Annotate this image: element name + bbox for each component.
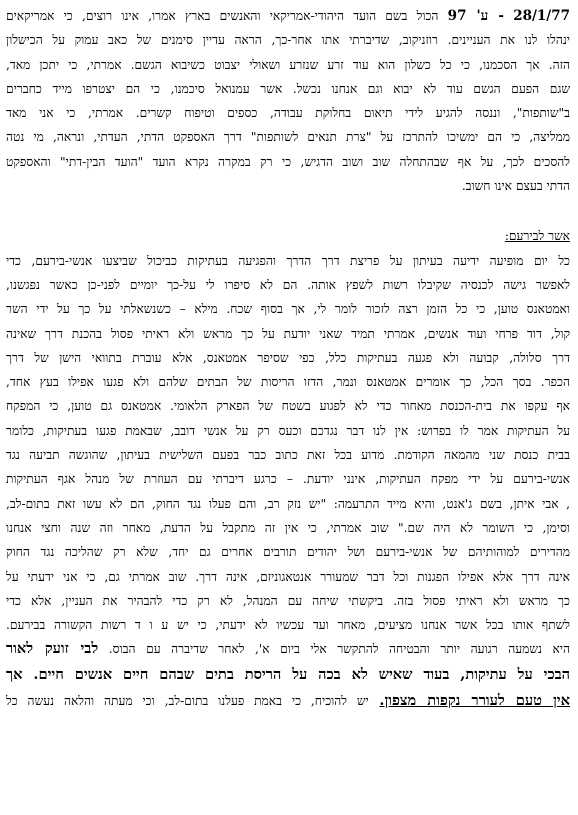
text-line: אנשי-בירעם על ידי מפקח העתיקות, אינני יודעת. – כרגע דיברתי עם העוזרת של מנהל אגף העתיקות	[6, 472, 570, 487]
page-label: - ע' 97	[447, 8, 504, 24]
document-date: 28/1/77	[513, 8, 570, 24]
text-line-with-bold-tail	[6, 637, 570, 661]
text-line: ממליצה, כי הם ימשיכו להתרכז על "צרת תנאים לשותפות" דרך האספקט הדתי, העדתי, ונראה, מי נטה	[6, 130, 570, 145]
text-line: כך מראש ולא ראיתי פסול בזה. ביקשתי שיחה עם המנהל, לא רק כדי להבהיר את העניין, אלא כדי	[6, 593, 570, 608]
text-line: בבית כנסת שני מהמאה הקודמת. מדוע בכל זאת כתוב כבר בפעם השלישית בעיתון, שהוגשה תביעה נגד	[6, 448, 570, 463]
document-page	[6, 4, 570, 815]
section-heading: אשר לבירעם:	[504, 229, 570, 244]
mixed-text-line	[6, 688, 570, 714]
bold-underlined-emphasis: אין טעם לעורר נקפות מצפון.	[379, 691, 570, 709]
section-heading-line	[6, 224, 570, 248]
paragraph-gap	[6, 198, 570, 224]
text-line: להסכים לכך, על אף שבהתחלה שוב ושוב הדגיש, כי רק במקרה נקרא הועד "הועד הבין-דתי" והאספקט	[6, 154, 570, 169]
text-line: הזה. אך הסכמנו, כי כל כשלון הוא עוד זרע שנזרע ושאולי יצבוט כשיבוא הגשם. אמרתי, כי יתכן מאד,	[6, 57, 570, 72]
text-line: קול, דוד פרחי ועוד אנשים, אמרתי תמיד שאני יודעת על כך מראש ולא ראיתי פסול בהכנת דרך שאינה	[6, 326, 570, 341]
text-line: לשתף אותו בכל אשר אנחנו מציעים, מאחר ועד עכשיו לא ידעתי, כי יש ע ו ד רשות הקשורה בבירעם.	[6, 618, 570, 633]
paragraph-2	[6, 249, 570, 714]
bold-text-line: הבכי על עתיקות, בעוד שאיש לא בכה על הריסת בתים שבהם חיים אנשים חיים. אך	[6, 665, 570, 683]
text-line: אף עקפו את בית-הכנסת מאחור כדי לא לפגוע בשטח של הפארק הלאומי. אמטאנס גם טוען, כי המפקח	[6, 399, 570, 414]
text-run: היא נשמעה רגועה יותר והבטיחה להתקשר אלי ביום א', לאחר שדיברה עם הבוס.	[108, 642, 570, 657]
header-text: הכול בשם הועד היהודי-אמריקאי והאנשים בארץ אמרו, אינו רוצים, כי אמריקאים	[6, 9, 439, 23]
text-line: , אבי איתן, בשם ג'אנט, והיא מייד התרעמה: "יש נזק רב, והם פעלו נגד החוק, הם לא עשו זאת בתום-לב,	[6, 496, 570, 511]
text-line: כל יום מופיעה ידיעה בעיתון על פריצת דרך הדרך והפגיעה בעתיקות כביכול שביצעו אנשי-בירעם, כדי	[6, 253, 570, 268]
text-line: ואמטאנס טוען, כי כל הזמן רצה לזכור לומר לי, אך בסוף שכח. מילא – כשנשאלתי על כך על ידי השר	[6, 302, 570, 317]
header-line	[6, 4, 570, 28]
text-line: הכפר. בסך הכל, כך אומרים אמטאנס ונמר, הדזו הריסות של הבתים שלהם ולא פגעו אפילו בעץ אחד,	[6, 375, 570, 390]
text-line: הדתי בעצם אינו חשוב.	[461, 179, 570, 194]
text-run: יש להוכיח, כי באמת פעלנו בתום-לב, וכי מעתה והלאה נעשה כל	[6, 693, 369, 708]
text-line: ב"שותפות", וננסה להגיע לידי תיאום בחלוקת עבודה, כספים וטיפוח קשרים. אמרתי, כי אני מאד	[6, 106, 570, 121]
text-line: אינה דרך אלא אפילו הפגנות וכל דבר שמעורר אנטאגוניזם, אינה דרך. שוב אמרתי גם, כי אני ידעתי על	[6, 569, 570, 584]
text-line: על העתיקות אמר לו בפרוש: אין לנו דבר נגדכם וכעס רק על אנשי דובב, שבאמת פגעו בעתיקות, כלומר	[6, 423, 570, 438]
paragraph-1	[6, 28, 570, 198]
text-line: שגם הפעם הגשם עוד לא יבוא וגם אנחנו נכשל. אשר עמנואל סיכמנו, כי הם יצטרפו מייד כחברים	[6, 81, 570, 96]
text-line: ינהלו לנו את העניינים. רוזניקוב, שדיברתי אתו אחר-כך, הראה עדיין סימנים של כאב עמוק על הכישלון	[6, 33, 570, 48]
text-line: דרך סלולה, קבועה ולא פגעה בעתיקות כלל, כפי שסיפר אמטאנס, אלא עוברת בתוואי הישן של דרך	[6, 350, 570, 365]
bold-emphasis: לבי זועק לאור	[6, 640, 99, 658]
text-line: מהדירים למוהותיהם של אנשי-בירעם ושל יהודים תורבים אחרים גם יחד, שלא רק שהליכה נגד החוק	[6, 545, 570, 560]
text-line: וסימן, כי השומר לא היה שם." שוב אמרתי, כי אין זה מתקבל על הדעת, מאחר וזה שנה וחצי אנחנו	[6, 520, 570, 535]
text-line: לאפשר גישה לכנסיה שקיבלו רשות לשפץ אותה. הם לא סיפרו לי על-כך יומיים לפני-כן כאשר נפגשנו,	[6, 277, 570, 292]
